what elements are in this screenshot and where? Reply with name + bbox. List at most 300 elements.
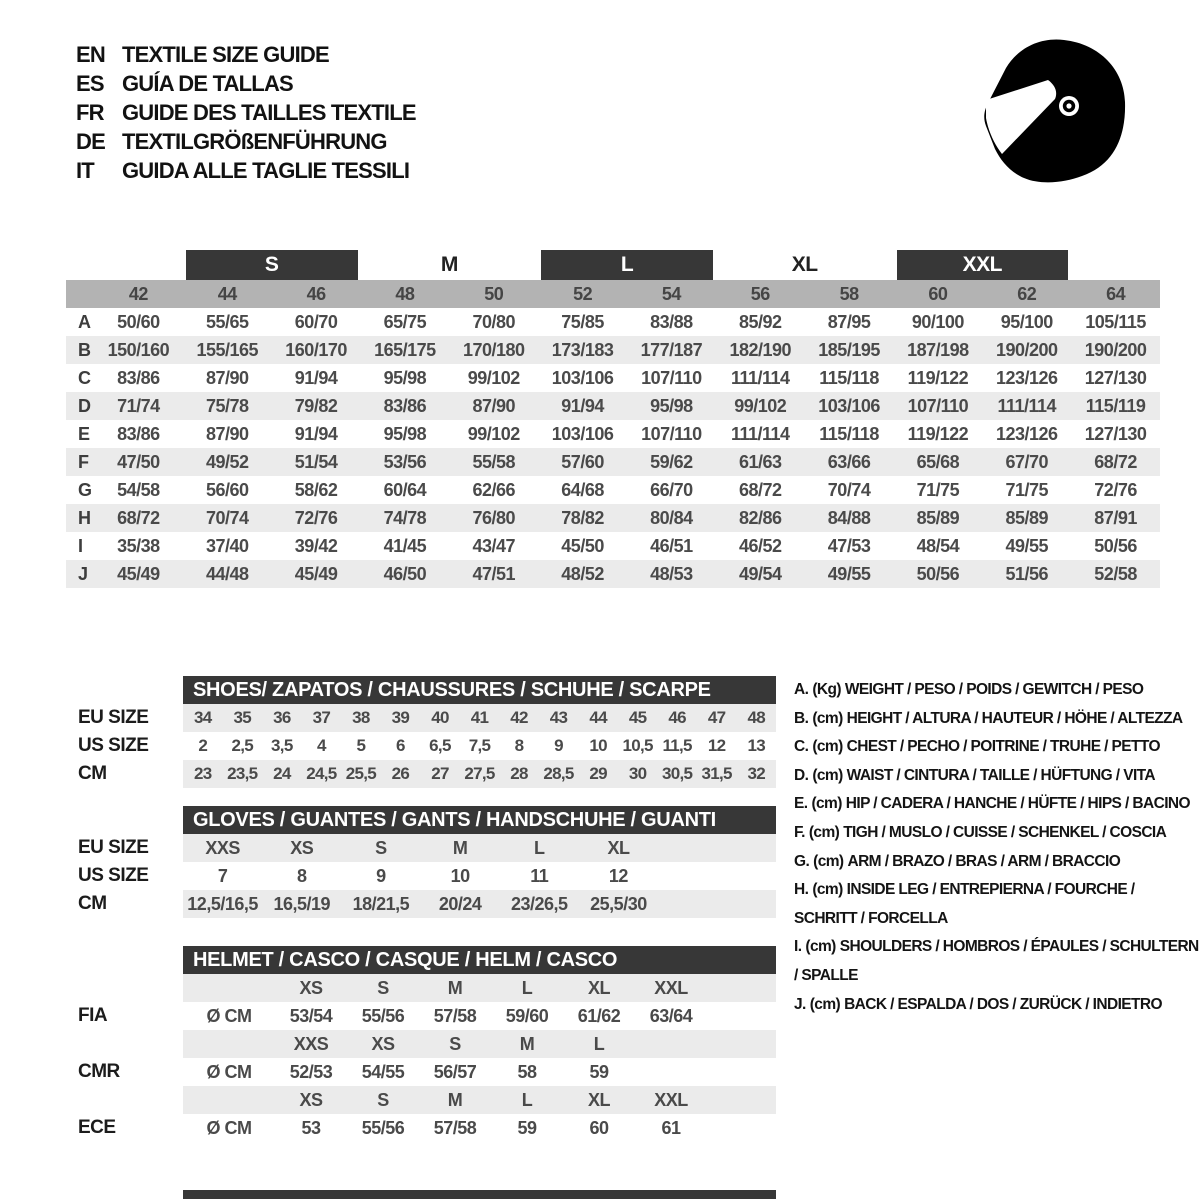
legend-item bbox=[794, 819, 1199, 848]
table-row bbox=[66, 732, 776, 760]
size-cell: 61/63 bbox=[738, 451, 782, 472]
size-cell: 105/115 bbox=[1085, 311, 1146, 332]
size-cell: 127/130 bbox=[1084, 423, 1147, 444]
row-letter: A bbox=[78, 311, 91, 332]
legend-key: G. bbox=[794, 852, 810, 870]
size-value-cell: 24,5 bbox=[306, 764, 337, 783]
helmet-value-cell: 53/54 bbox=[289, 1005, 333, 1026]
size-cell: 46/51 bbox=[650, 535, 693, 556]
title-row bbox=[66, 806, 776, 834]
size-value-cell: 16,5/19 bbox=[273, 893, 331, 914]
legend-text: HIP / CADERA / HANCHE / HÜFTE / HIPS / BACINO bbox=[845, 795, 1190, 813]
size-cell: 190/200 bbox=[995, 339, 1058, 360]
row-label: US SIZE bbox=[78, 865, 149, 886]
legend-unit: (cm) bbox=[809, 995, 841, 1013]
legend-item bbox=[794, 933, 1199, 990]
size-value-cell: 4 bbox=[316, 736, 326, 755]
row-label-spacer bbox=[66, 676, 183, 704]
size-value-cell: 2 bbox=[198, 736, 208, 755]
size-column-header: 42 bbox=[128, 283, 148, 304]
helmet-value-cell: 60 bbox=[589, 1117, 609, 1138]
size-cell: 78/82 bbox=[561, 507, 604, 528]
helmet-value-cell: 57/58 bbox=[433, 1005, 477, 1026]
language-title: GUIDA ALLE TAGLIE TESSILI bbox=[122, 157, 410, 183]
size-band: XXL bbox=[897, 250, 1069, 280]
size-cell: 70/74 bbox=[827, 479, 871, 500]
helmet-values-row bbox=[66, 1002, 776, 1030]
legend-unit: (cm) bbox=[812, 881, 843, 899]
size-cell: 127/130 bbox=[1084, 367, 1147, 388]
size-value-cell: 24 bbox=[273, 764, 291, 783]
size-cell: 68/72 bbox=[738, 479, 782, 500]
size-cell: 44/48 bbox=[205, 563, 249, 584]
size-cell: 95/98 bbox=[383, 423, 427, 444]
size-cell: 43/47 bbox=[472, 535, 516, 556]
table-row bbox=[66, 704, 776, 732]
legend-text: WEIGHT / PESO / POIDS / GEWITCH / PESO bbox=[844, 681, 1144, 698]
size-cell: 99/102 bbox=[467, 367, 520, 388]
size-cell: 71/75 bbox=[1005, 479, 1049, 500]
size-table-row bbox=[66, 392, 1160, 420]
helmet-size-header: S bbox=[449, 1033, 461, 1054]
standard-label: FIA bbox=[78, 1005, 108, 1026]
size-cell: 119/122 bbox=[907, 423, 969, 444]
row-label: EU SIZE bbox=[78, 707, 149, 728]
legend-item bbox=[794, 790, 1199, 819]
size-cell: 54/58 bbox=[117, 479, 160, 500]
legend-item bbox=[794, 762, 1199, 791]
standard-label: ECE bbox=[78, 1117, 116, 1138]
table-title-bar: HELMET / CASCO / CASQUE / HELM / CASCO bbox=[183, 946, 776, 974]
legend-text: CHEST / PECHO / POITRINE / TRUHE / PETTO bbox=[846, 738, 1160, 756]
size-cell: 60/70 bbox=[294, 311, 338, 332]
size-cell: 95/98 bbox=[383, 367, 427, 388]
size-value-cell: 25,5 bbox=[345, 764, 377, 783]
language-code: IT bbox=[76, 157, 94, 183]
language-title: GUIDE DES TAILLES TEXTILE bbox=[122, 99, 416, 125]
size-value-cell: 38 bbox=[352, 708, 370, 727]
size-cell: 123/126 bbox=[995, 367, 1058, 388]
size-cell: 170/180 bbox=[462, 339, 525, 360]
helmet-size-header: XL bbox=[587, 1089, 610, 1110]
size-value-cell: 39 bbox=[391, 708, 410, 727]
size-value-cell: 6,5 bbox=[429, 736, 451, 755]
size-column-header: 46 bbox=[306, 283, 326, 304]
size-cell: 68/72 bbox=[1094, 451, 1137, 472]
size-value-cell: 30,5 bbox=[661, 764, 693, 783]
size-cell: 107/110 bbox=[641, 367, 702, 388]
size-cell: 51/56 bbox=[1005, 563, 1049, 584]
language-row bbox=[76, 69, 416, 98]
size-value-cell: 45 bbox=[628, 708, 647, 727]
size-cell: 95/100 bbox=[1000, 311, 1053, 332]
size-cell: 47/50 bbox=[117, 451, 160, 472]
size-value-cell: 42 bbox=[510, 708, 528, 727]
size-cell: 80/84 bbox=[650, 507, 693, 528]
size-cell: 85/89 bbox=[916, 507, 960, 528]
size-cell: 82/86 bbox=[738, 507, 782, 528]
legend-key: J. bbox=[794, 995, 806, 1013]
size-value-cell: XL bbox=[607, 837, 630, 858]
helmet-size-header: S bbox=[377, 1089, 389, 1110]
size-value-cell: 11 bbox=[530, 865, 549, 886]
row-label-spacer bbox=[66, 806, 183, 834]
size-value-cell: 34 bbox=[194, 708, 212, 727]
size-value-cell: 20/24 bbox=[438, 893, 482, 914]
size-cell: 85/89 bbox=[1005, 507, 1049, 528]
size-cell: 111/114 bbox=[730, 367, 790, 388]
size-column-header: 62 bbox=[1017, 283, 1037, 304]
size-cell: 48/52 bbox=[561, 563, 604, 584]
size-cell: 64/68 bbox=[561, 479, 604, 500]
row-strip bbox=[183, 974, 776, 1002]
size-column-header: 50 bbox=[484, 283, 504, 304]
size-cell: 160/170 bbox=[285, 339, 347, 360]
row-letter: F bbox=[78, 451, 89, 472]
size-cell: 63/66 bbox=[827, 451, 871, 472]
gloves-table bbox=[66, 806, 776, 918]
size-cell: 74/78 bbox=[383, 507, 427, 528]
size-cell: 65/75 bbox=[383, 311, 427, 332]
size-cell: 71/74 bbox=[117, 395, 160, 416]
size-value-cell: 48 bbox=[747, 708, 765, 727]
size-cell: 187/198 bbox=[907, 339, 969, 360]
helmet-value-cell: 55/56 bbox=[361, 1117, 405, 1138]
size-value-cell: 13 bbox=[747, 736, 765, 755]
size-cell: 47/53 bbox=[827, 535, 871, 556]
row-label: CM bbox=[78, 893, 107, 914]
language-code: EN bbox=[76, 41, 105, 67]
size-cell: 91/94 bbox=[294, 423, 338, 444]
size-value-cell: L bbox=[534, 837, 545, 858]
table-title-bar: SHOES/ ZAPATOS / CHAUSSURES / SCHUHE / SCARPE bbox=[183, 676, 776, 704]
legend-unit: (cm) bbox=[812, 709, 843, 727]
diameter-unit-cell: Ø CM bbox=[206, 1117, 252, 1138]
size-cell: 99/102 bbox=[467, 423, 520, 444]
size-cell: 70/80 bbox=[472, 311, 516, 332]
size-value-cell: 10 bbox=[589, 736, 607, 755]
size-value-cell: 23,5 bbox=[227, 764, 258, 783]
size-value-cell: 28 bbox=[510, 764, 528, 783]
legend-text: TIGH / MUSLO / CUISSE / SCHENKEL / COSCIA bbox=[843, 823, 1167, 841]
size-cell: 75/85 bbox=[561, 311, 604, 332]
size-table-row bbox=[66, 448, 1160, 476]
language-code: DE bbox=[76, 128, 105, 154]
size-value-cell: 30 bbox=[628, 764, 647, 783]
size-value-cell: 18/21,5 bbox=[352, 893, 410, 914]
size-cell: 95/98 bbox=[650, 395, 693, 416]
size-value-cell: 37 bbox=[312, 708, 331, 727]
helmet-value-cell: 54/55 bbox=[361, 1061, 405, 1082]
size-value-cell: 26 bbox=[391, 764, 410, 783]
language-title: GUÍA DE TALLAS bbox=[122, 70, 293, 96]
legend-item bbox=[794, 733, 1199, 762]
size-cell: 52/58 bbox=[1094, 563, 1137, 584]
size-value-cell: 8 bbox=[514, 736, 524, 755]
size-column-header: 48 bbox=[395, 283, 415, 304]
size-value-cell: 43 bbox=[549, 708, 568, 727]
row-label: EU SIZE bbox=[78, 837, 149, 858]
size-cell: 76/80 bbox=[472, 507, 516, 528]
size-cell: 66/70 bbox=[650, 479, 693, 500]
size-value-cell: 10 bbox=[450, 865, 470, 886]
size-cell: 48/54 bbox=[916, 535, 960, 556]
size-table-row bbox=[66, 336, 1160, 364]
size-cell: 49/55 bbox=[827, 563, 871, 584]
size-column-header: 52 bbox=[573, 283, 593, 304]
size-cell: 45/50 bbox=[561, 535, 604, 556]
helmet-value-cell: 52/53 bbox=[289, 1061, 333, 1082]
size-cell: 49/54 bbox=[738, 563, 782, 584]
diameter-unit-cell: Ø CM bbox=[206, 1061, 252, 1082]
racing-helmet-icon bbox=[972, 36, 1142, 196]
legend-text: INSIDE LEG / ENTREPIERNA / FOURCHE / SCHRITT / FORCELLA bbox=[794, 881, 1135, 927]
legend-text: HEIGHT / ALTURA / HAUTEUR / HÖHE / ALTEZZA bbox=[846, 709, 1183, 727]
size-cell: 71/75 bbox=[916, 479, 960, 500]
size-cell: 99/102 bbox=[734, 395, 787, 416]
row-strip bbox=[183, 1002, 776, 1030]
legend-key: A. bbox=[794, 681, 809, 698]
size-value-cell: 27 bbox=[431, 764, 449, 783]
band-spacer bbox=[66, 250, 94, 280]
size-column-header: 64 bbox=[1106, 283, 1126, 304]
language-title-list bbox=[76, 40, 416, 185]
size-column-header: 54 bbox=[661, 283, 681, 304]
size-band: M bbox=[440, 253, 458, 276]
legend-item bbox=[794, 676, 1199, 705]
size-cell: 60/64 bbox=[383, 479, 427, 500]
row-label-spacer bbox=[66, 1030, 183, 1058]
helmet-value-cell: 55/56 bbox=[361, 1005, 405, 1026]
helmet-size-header: M bbox=[519, 1033, 535, 1054]
helmet-value-cell: 59 bbox=[517, 1117, 537, 1138]
size-bands-row bbox=[66, 250, 1160, 280]
row-label-spacer bbox=[66, 946, 183, 974]
size-value-cell: 35 bbox=[233, 708, 252, 727]
row-letter: B bbox=[78, 339, 91, 360]
row-label: CM bbox=[78, 763, 107, 784]
size-value-cell: M bbox=[452, 837, 468, 858]
size-cell: 83/86 bbox=[117, 423, 160, 444]
size-cell: 55/58 bbox=[472, 451, 516, 472]
size-cell: 49/55 bbox=[1005, 535, 1049, 556]
size-cell: 115/118 bbox=[819, 423, 879, 444]
row-label: US SIZE bbox=[78, 735, 149, 756]
helmet-size-header: S bbox=[377, 977, 389, 998]
size-cell: 47/51 bbox=[472, 563, 516, 584]
footer-bar bbox=[183, 1190, 776, 1199]
helmet-table bbox=[66, 946, 776, 1142]
measurement-legend bbox=[794, 676, 1199, 1019]
helmet-values-row bbox=[66, 1058, 776, 1086]
size-column-header: 60 bbox=[928, 283, 948, 304]
size-cell: 75/78 bbox=[205, 395, 249, 416]
helmet-size-header: XXL bbox=[654, 977, 688, 998]
size-cell: 45/49 bbox=[294, 563, 338, 584]
table-row bbox=[66, 834, 776, 862]
language-row bbox=[76, 127, 416, 156]
size-cell: 87/95 bbox=[827, 311, 871, 332]
size-value-cell: 32 bbox=[747, 764, 765, 783]
title-row bbox=[66, 676, 776, 704]
helmet-size-header: XL bbox=[587, 977, 610, 998]
size-cell: 165/175 bbox=[374, 339, 436, 360]
size-table-row bbox=[66, 476, 1160, 504]
size-column-header: 56 bbox=[750, 283, 770, 304]
helmet-value-cell: 59/60 bbox=[505, 1005, 549, 1026]
size-cell: 68/72 bbox=[117, 507, 160, 528]
size-cell: 50/56 bbox=[1094, 535, 1137, 556]
size-value-cell: 9 bbox=[554, 736, 563, 755]
row-letter: E bbox=[78, 423, 90, 444]
size-cell: 53/56 bbox=[383, 451, 427, 472]
row-strip bbox=[183, 732, 776, 760]
size-value-cell: 36 bbox=[273, 708, 291, 727]
size-cell: 87/90 bbox=[472, 395, 516, 416]
row-letter: I bbox=[78, 535, 83, 556]
size-cell: 41/45 bbox=[383, 535, 427, 556]
legend-item bbox=[794, 705, 1199, 734]
row-letter: C bbox=[78, 367, 91, 388]
size-value-cell: 2,5 bbox=[231, 736, 254, 755]
size-value-cell: 23/26,5 bbox=[510, 893, 568, 914]
size-table-row bbox=[66, 308, 1160, 336]
size-cell: 67/70 bbox=[1005, 451, 1049, 472]
size-cell: 72/76 bbox=[294, 507, 338, 528]
helmet-size-header: XS bbox=[371, 1033, 395, 1054]
legend-unit: (cm) bbox=[805, 938, 836, 956]
main-size-table bbox=[66, 250, 1160, 588]
size-value-cell: XXS bbox=[205, 837, 240, 858]
legend-unit: (cm) bbox=[812, 766, 843, 784]
helmet-size-header: XS bbox=[299, 977, 323, 998]
table-row bbox=[66, 760, 776, 788]
legend-item bbox=[794, 876, 1199, 933]
size-cell: 177/187 bbox=[640, 339, 703, 360]
legend-key: C. bbox=[794, 738, 809, 756]
helmet-value-cell: 63/64 bbox=[649, 1005, 693, 1026]
size-value-cell: 46 bbox=[668, 708, 686, 727]
size-value-cell: 28,5 bbox=[543, 764, 574, 783]
helmet-size-header: M bbox=[447, 977, 463, 998]
columns-header-row bbox=[66, 280, 1160, 308]
size-value-cell: 47 bbox=[707, 708, 726, 727]
helmet-size-header: XS bbox=[299, 1089, 323, 1110]
size-cell: 35/38 bbox=[117, 535, 160, 556]
size-value-cell: 41 bbox=[470, 708, 489, 727]
row-label-spacer bbox=[66, 974, 183, 1002]
size-cell: 83/86 bbox=[117, 367, 160, 388]
size-value-cell: 31,5 bbox=[701, 764, 732, 783]
size-cell: 65/68 bbox=[916, 451, 960, 472]
diameter-unit-cell: Ø CM bbox=[206, 1005, 252, 1026]
row-strip bbox=[183, 760, 776, 788]
size-cell: 91/94 bbox=[294, 367, 338, 388]
size-cell: 46/52 bbox=[738, 535, 782, 556]
size-cell: 56/60 bbox=[205, 479, 249, 500]
legend-key: E. bbox=[794, 795, 808, 813]
helmet-value-cell: 59 bbox=[589, 1061, 609, 1082]
size-cell: 190/200 bbox=[1084, 339, 1147, 360]
size-cell: 51/54 bbox=[294, 451, 338, 472]
legend-unit: (cm) bbox=[808, 823, 840, 841]
size-cell: 182/190 bbox=[729, 339, 792, 360]
row-letter: H bbox=[78, 507, 91, 528]
size-cell: 111/114 bbox=[730, 423, 790, 444]
row-strip bbox=[183, 704, 776, 732]
helmet-value-cell: 57/58 bbox=[433, 1117, 477, 1138]
size-cell: 57/60 bbox=[561, 451, 604, 472]
size-cell: 87/90 bbox=[205, 423, 249, 444]
language-title: TEXTILGRÖßENFÜHRUNG bbox=[122, 128, 387, 154]
helmet-size-header: L bbox=[593, 1033, 605, 1054]
legend-text: BACK / ESPALDA / DOS / ZURÜCK / INDIETRO bbox=[844, 995, 1162, 1013]
size-cell: 115/119 bbox=[1085, 395, 1146, 416]
table-title-bar: GLOVES / GUANTES / GANTS / HANDSCHUHE / GUANTI bbox=[183, 806, 776, 834]
size-value-cell: 40 bbox=[431, 708, 449, 727]
helmet-size-header: XXS bbox=[293, 1033, 329, 1054]
table-row bbox=[66, 890, 776, 918]
size-cell: 150/160 bbox=[107, 339, 170, 360]
helmet-sizes-row bbox=[66, 1086, 776, 1114]
row-letter: G bbox=[78, 479, 92, 500]
size-cell: 123/126 bbox=[995, 423, 1058, 444]
size-value-cell: 25,5/30 bbox=[590, 893, 647, 914]
language-code: FR bbox=[76, 99, 104, 125]
language-title: TEXTILE SIZE GUIDE bbox=[122, 41, 329, 67]
size-value-cell: 11,5 bbox=[662, 736, 692, 755]
size-cell: 185/195 bbox=[818, 339, 880, 360]
row-letter: J bbox=[78, 563, 88, 584]
size-cell: 84/88 bbox=[827, 507, 871, 528]
size-value-cell: 7 bbox=[217, 865, 228, 886]
size-cell: 70/74 bbox=[205, 507, 249, 528]
helmet-sizes-row bbox=[66, 974, 776, 1002]
size-value-cell: XS bbox=[290, 837, 314, 858]
size-value-cell: 44 bbox=[589, 708, 607, 727]
legend-key: I. bbox=[794, 938, 802, 956]
helmet-value-cell: 61 bbox=[661, 1117, 681, 1138]
size-table-row bbox=[66, 560, 1160, 588]
size-cell: 103/106 bbox=[551, 367, 614, 388]
size-band: S bbox=[186, 250, 358, 280]
size-value-cell: 5 bbox=[356, 736, 366, 755]
size-cell: 83/86 bbox=[383, 395, 427, 416]
legend-key: B. bbox=[794, 709, 809, 727]
size-cell: 49/52 bbox=[205, 451, 249, 472]
size-table-row bbox=[66, 532, 1160, 560]
size-value-cell: 23 bbox=[194, 764, 212, 783]
row-strip bbox=[183, 1030, 776, 1058]
size-cell: 103/106 bbox=[551, 423, 614, 444]
legend-unit: (cm) bbox=[813, 852, 844, 870]
size-table-row bbox=[66, 420, 1160, 448]
size-cell: 83/88 bbox=[650, 311, 693, 332]
legend-key: H. bbox=[794, 881, 809, 899]
row-strip bbox=[183, 862, 776, 890]
legend-item bbox=[794, 848, 1199, 877]
standard-label: CMR bbox=[78, 1061, 120, 1082]
table-row bbox=[66, 862, 776, 890]
size-value-cell: 12 bbox=[608, 865, 628, 886]
legend-unit: (Kg) bbox=[812, 681, 841, 698]
legend-item bbox=[794, 991, 1199, 1020]
row-strip bbox=[183, 1058, 776, 1086]
size-cell: 107/110 bbox=[641, 423, 702, 444]
size-cell: 45/49 bbox=[117, 563, 160, 584]
size-cell: 155/165 bbox=[196, 339, 259, 360]
size-value-cell: 7,5 bbox=[468, 736, 491, 755]
